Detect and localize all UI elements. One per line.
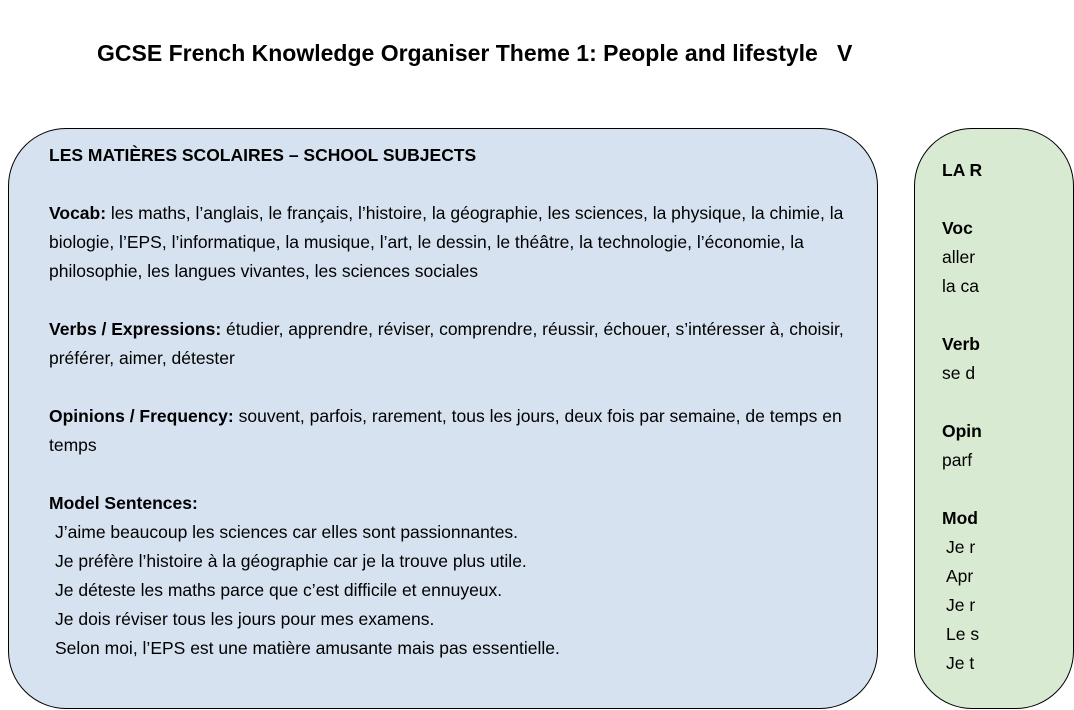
- spacer: [942, 388, 982, 417]
- second-model-sentence: Je r: [946, 537, 976, 557]
- spacer: [942, 185, 982, 214]
- second-topic-box: [914, 128, 1074, 709]
- second-verbs-label: Verb: [942, 334, 980, 354]
- second-vocab-label: Voc: [942, 218, 973, 238]
- spacer: [942, 301, 982, 330]
- vocab-label: Vocab:: [49, 203, 107, 223]
- second-model-label: Mod: [942, 508, 978, 528]
- second-verbs-line: se d: [942, 363, 976, 383]
- vocab-text: les maths, l’anglais, le français, l’histoire, la géographie, les sciences, la physique, la chimie, la biologie, l’EPS, l’informatique, la musique, l’art, le dessin, le théâtre, la technologie, l’économie, la philosophie, les langues vivantes, les sciences sociales: [49, 203, 844, 281]
- opinions-label: Opinions / Frequency:: [49, 406, 234, 426]
- spacer: [942, 475, 982, 504]
- second-model-sentence: Je r: [946, 595, 976, 615]
- opinions-paragraph: [49, 402, 849, 460]
- second-opinions-line: parf: [942, 450, 973, 470]
- second-topic-content: [942, 156, 982, 678]
- second-topic-heading: LA R: [942, 160, 983, 180]
- second-model-sentence: Je t: [946, 653, 975, 673]
- school-subjects-box: [8, 128, 878, 709]
- model-sentences-label: Model Sentences:: [49, 493, 198, 513]
- model-sentence: Je préfère l’histoire à la géographie car je la trouve plus utile.: [55, 551, 527, 571]
- opinions-text: souvent, parfois, rarement, tous les jours, deux fois par semaine, de temps en temps: [49, 406, 842, 455]
- verbs-text: étudier, apprendre, réviser, comprendre, réussir, échouer, s’intéresser à, choisir, préférer, aimer, détester: [49, 319, 844, 368]
- second-model-sentence: Apr: [946, 566, 974, 586]
- second-vocab-line: la ca: [942, 276, 979, 296]
- model-sentence: J’aime beaucoup les sciences car elles sont passionnantes.: [55, 522, 519, 542]
- second-vocab-line: aller: [942, 247, 976, 267]
- second-opinions-label: Opin: [942, 421, 982, 441]
- spacer: [49, 170, 849, 199]
- title-overflow-text: V: [837, 40, 853, 66]
- page-title: [97, 38, 852, 68]
- vocab-paragraph: [49, 199, 849, 286]
- title-text: GCSE French Knowledge Organiser Theme 1: People and lifestyle: [97, 40, 818, 66]
- model-sentence: Je dois réviser tous les jours pour mes examens.: [55, 609, 435, 629]
- model-sentence: Je déteste les maths parce que c’est difficile et ennuyeux.: [55, 580, 503, 600]
- spacer: [49, 286, 849, 315]
- school-subjects-content: [49, 141, 849, 663]
- second-model-sentence: Le s: [946, 624, 980, 644]
- verbs-label: Verbs / Expressions:: [49, 319, 222, 339]
- spacer: [49, 373, 849, 402]
- school-subjects-heading: LES MATIÈRES SCOLAIRES – SCHOOL SUBJECTS: [49, 145, 477, 165]
- verbs-paragraph: [49, 315, 849, 373]
- spacer: [49, 460, 849, 489]
- model-sentence: Selon moi, l’EPS est une matière amusante mais pas essentielle.: [55, 638, 560, 658]
